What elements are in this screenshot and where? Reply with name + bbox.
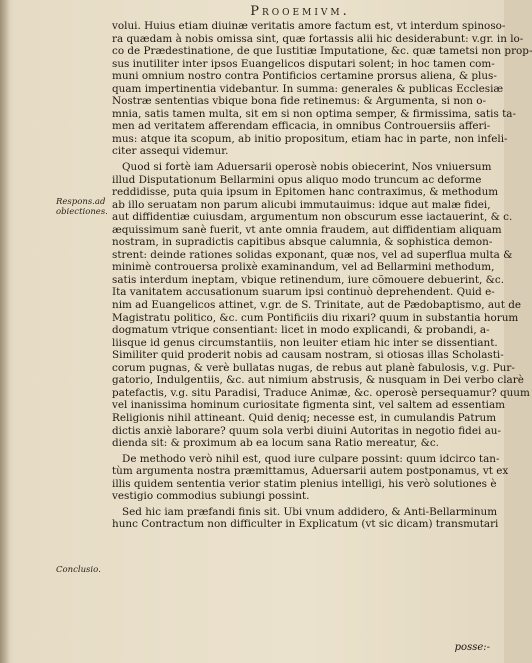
text-line: dienda sit: & proximum ab ea locum sana Ratio mereatur, &c. — [112, 437, 439, 450]
text-line: corum pugnas, & verè bullatas nugas, de rebus aut planè fabulosis, v.g. Pur- — [112, 361, 515, 374]
paragraph-2 — [112, 161, 530, 450]
text-line: dogmatum vtrique consentiant: licet in modo explicandi, & probandi, a- — [112, 324, 490, 337]
text-line: nim ad Euangelicos attinet, v.gr. de S. Trinitate, aut de Pædobaptismo, aut de — [112, 299, 522, 312]
paragraph-1 — [112, 20, 532, 158]
text-line: æquissimum sanè fuerit, vt ante omnia fraudem, aut diffidentiam aliquam — [112, 223, 502, 236]
text-line: reddidisse, puta quia ipsum in Epitomen hanc contraximus, & methodum — [112, 186, 499, 199]
text-line: mnia, satis tamen multa, sit em si non optima semper, & firmissima, satis ta- — [112, 107, 517, 120]
text-line: strent: deinde rationes solidas exponant, quæ nos, vel ad superflua multa & — [112, 248, 513, 261]
text-line: Religionis nihil attineant. Quid deniq; necesse est, in cumulandis Patrum — [112, 411, 497, 424]
text-line: quam impertinentia videbantur. In summa: generales & publicas Ecclesiæ — [112, 82, 504, 95]
text-line: muni omnium nostro contra Pontificios certamine prorsus aliena, & plus- — [112, 70, 497, 83]
text-line: Ita vanitatem accusationum suarum ipsi continuò deprehendent. Quid e- — [112, 286, 495, 299]
text-line: ra quædam à nobis omissa sint, quæ fortassis alii hic desiderabunt: v.gr. in lo- — [112, 32, 524, 45]
text-line: aut diffidentiæ cuiusdam, argumentum non obscurum esse iactauerint, & c. — [112, 211, 513, 224]
text-line: Magistratu politico, &c. cum Pontificiis diu rixari? quum in substantia horum — [112, 311, 519, 324]
margin-note-conclusio: Conclusio. — [56, 565, 101, 575]
text-line: Quod si fortè iam Aduersarii operosè nobis obiecerint, Nos vniuersum — [122, 161, 492, 174]
text-line: tùm argumenta nostra præmittamus, Aduersarii autem postponamus, vt ex — [112, 465, 509, 478]
text-line: illud Disputationum Bellarmini opus aliquo modo truncum ac deforme — [112, 173, 482, 186]
text-line: sus inutiliter inter ipsos Euangelicos disputari solent; in hoc tamen com- — [112, 57, 495, 70]
text-line: dictis anxiè laborare? quum sola verbi diuini Autoritas in negotio fidei au- — [112, 424, 501, 437]
text-line: Similiter quid proderit nobis ad causam nostram, si otiosas illas Scholasti- — [112, 349, 504, 362]
text-line: De methodo verò nihil est, quod iure culpare possint: quum idcirco tan- — [122, 452, 500, 465]
text-line: men ad veritatem afferendam efficacia, in omnibus Controuersiis afferi- — [112, 120, 491, 133]
text-line: mus: atque ita scopum, ab initio propositum, etiam hac in parte, non infeli- — [112, 132, 508, 145]
text-line: volui. Huius etiam diuinæ veritatis amore factum est, vt interdum spinoso- — [112, 20, 506, 32]
text-line: Nostræ sententias vbique bona fide retinemus: & Argumenta, si non o- — [112, 95, 487, 108]
text-line: ab illo seruatam non parum alicubi immutauimus: idque aut malæ fidei, — [112, 198, 491, 211]
text-line: liisque id genus circumstantiis, non leuiter etiam hic inter se dissentiant. — [112, 336, 498, 349]
text-line: Sed hic iam præfandi finis sit. Ubi vnum addidero, & Anti-Bellarminum — [122, 505, 498, 518]
catchword: posse:- — [454, 642, 490, 653]
margin-note-respons: Respons.ad obiectiones. — [56, 197, 108, 217]
text-line: satis interdum ineptam, vbique retinendum, iure cõmouere debuerint, &c. — [112, 273, 505, 286]
body-text — [112, 20, 532, 531]
text-line: hunc Contractum non difficulter in Explicatum (vt sic dicam) transmutari — [112, 518, 499, 531]
text-line: citer assequi videmur. — [112, 145, 229, 158]
text-line: co de Prædestinatione, de que Iustitiæ Imputatione, &c. quæ tametsi non prор- — [112, 45, 532, 58]
text-line: illis quidem sententia verior statim plenius intelligi, his verò solutiones è — [112, 477, 497, 490]
paragraph-4 — [112, 505, 499, 531]
text-line: patefactis, v.g. situ Paradisi, Traduce Animæ, &c. operosè persequamur? quum — [112, 386, 530, 399]
text-line: minimè controuersa prolixè examinandum, vel ad Bellarmini methodum, — [112, 261, 495, 274]
running-head: Prooemivm. — [250, 4, 350, 19]
text-line: vel inanissima hominum curiositate figmenta sint, vel saltem ad essentiam — [112, 399, 505, 412]
paragraph-3 — [112, 452, 509, 503]
text-line: nostram, in supradictis capitibus absque calumnia, & sophistica demon- — [112, 236, 493, 249]
gutter-shadow — [0, 0, 10, 663]
text-line: gatorio, Indulgentiis, &c. aut nimium abstrusis, & nusquam in Dei verbo clarè — [112, 374, 524, 387]
text-line: vestigio commodius subiungi possint. — [112, 490, 310, 503]
